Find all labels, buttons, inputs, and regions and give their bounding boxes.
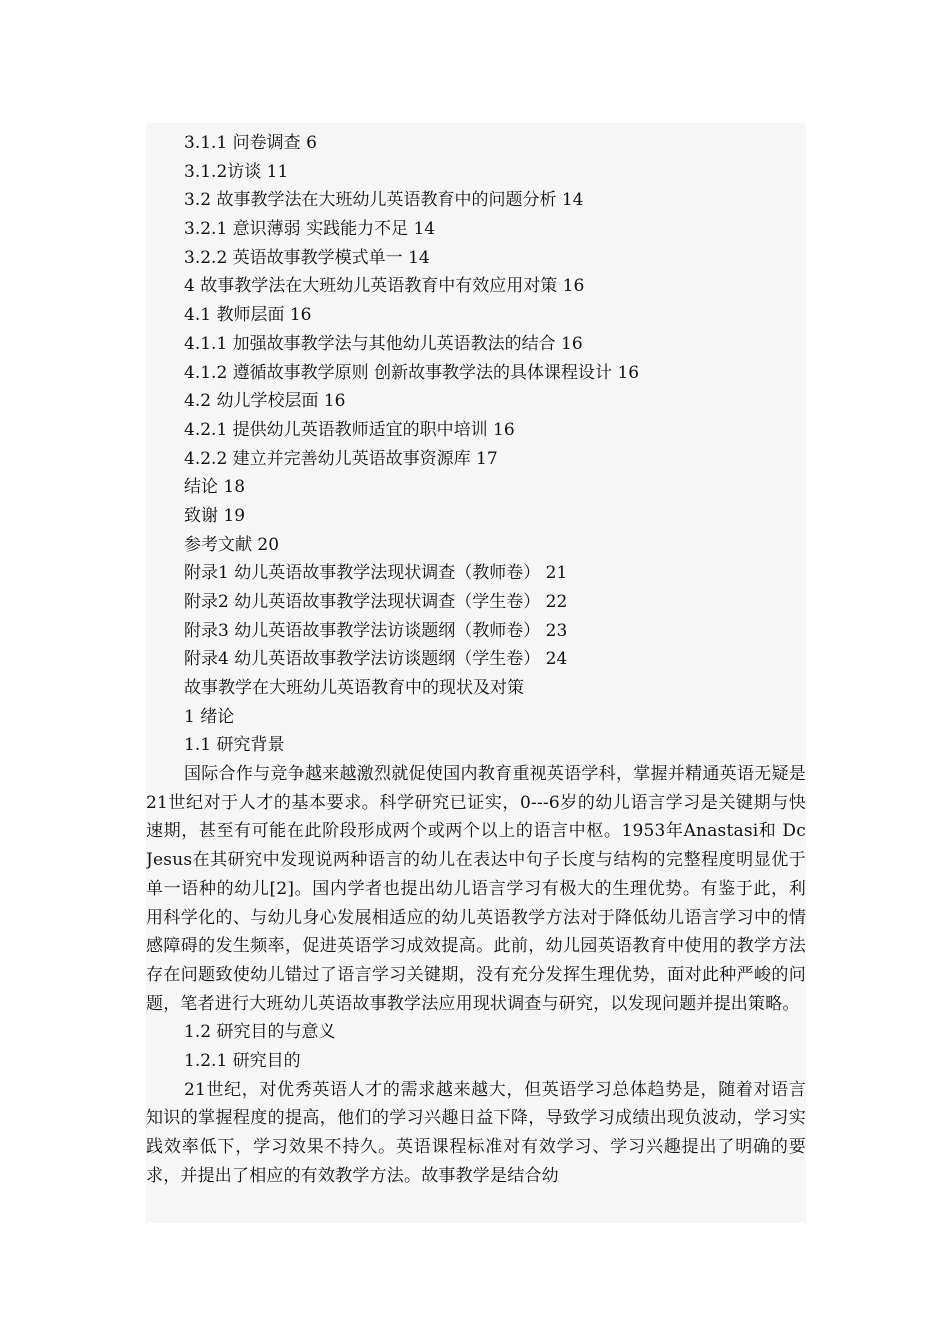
section-heading-1-2: 1.2 研究目的与意义 bbox=[184, 1022, 336, 1043]
toc-entry: 参考文献 20 bbox=[184, 534, 280, 555]
toc-entry: 3.2.1 意识薄弱 实践能力不足 14 bbox=[184, 219, 436, 240]
toc-entry: 3.1.2访谈 11 bbox=[184, 161, 289, 182]
section-heading-1: 1 绪论 bbox=[184, 706, 235, 727]
paragraph-purpose: 21世纪，对优秀英语人才的需求越来越大，但英语学习总体趋势是，随着对语言知识的掌握程度的提高，他们的学习兴趣日益下降，导致学习成绩出现负波动，学习实践效率低下，学习效果不持久。英语课程标准对有效学习、学习兴趣提出了明确的要求，并提出了相应的有效教学方法。故事教学是结合幼 bbox=[146, 1079, 806, 1186]
document-title: 故事教学在大班幼儿英语教育中的现状及对策 bbox=[184, 678, 524, 698]
toc-entry: 4 故事教学法在大班幼儿英语教育中有效应用对策 16 bbox=[184, 276, 585, 297]
toc-entry: 致谢 19 bbox=[184, 505, 246, 526]
toc-entry: 3.2 故事教学法在大班幼儿英语教育中的问题分析 14 bbox=[184, 190, 584, 211]
document-page bbox=[146, 123, 806, 1223]
toc-entry: 4.1.2 遵循故事教学原则 创新故事教学法的具体课程设计 16 bbox=[184, 362, 640, 383]
toc-entry: 4.2 幼儿学校层面 16 bbox=[184, 391, 346, 412]
toc-entry: 附录3 幼儿英语故事教学法访谈题纲（教师卷） 23 bbox=[184, 620, 568, 641]
toc-entry: 4.1.1 加强故事教学法与其他幼儿英语教法的结合 16 bbox=[184, 333, 583, 354]
toc-entry: 附录4 幼儿英语故事教学法访谈题纲（学生卷） 24 bbox=[184, 649, 568, 670]
toc-entry: 4.2.2 建立并完善幼儿英语故事资源库 17 bbox=[184, 448, 498, 469]
document-body bbox=[146, 674, 806, 1191]
table-of-contents bbox=[184, 129, 804, 674]
toc-entry: 4.1 教师层面 16 bbox=[184, 305, 312, 326]
section-heading-1-1: 1.1 研究背景 bbox=[184, 735, 285, 756]
paragraph-background: 国际合作与竞争越来越激烈就促使国内教育重视英语学科，掌握并精通英语无疑是21世纪对于人才的基本要求。科学研究已证实，0---6岁的幼儿语言学习是关键期与快速期，甚至有可能在此阶段形成两个或两个以上的语言中枢。1953年Anastasi和 Dc Jesus在其研究中发现说两种语言的幼儿在表达中句子长度与结构的完整程度明显优于单一语种的幼儿[2]。国内学者也提出幼儿语言学习有极大的生理优势。有鉴于此，利用科学化的、与幼儿身心发展相适应的幼儿英语教学方法对于降低幼儿语言学习中的情感障碍的发生频率，促进英语学习成效提高。此前，幼儿园英语教育中使用的教学方法存在问题致使幼儿错过了语言学习关键期，没有充分发挥生理优势，面对此种严峻的问题，笔者进行大班幼儿英语故事教学法应用现状调查与研究，以发现问题并提出策略。 bbox=[146, 764, 806, 1014]
toc-entry: 附录2 幼儿英语故事教学法现状调查（学生卷） 22 bbox=[184, 592, 568, 612]
section-heading-1-2-1: 1.2.1 研究目的 bbox=[184, 1051, 301, 1072]
toc-entry: 3.1.1 问卷调查 6 bbox=[184, 133, 317, 153]
toc-entry: 4.2.1 提供幼儿英语教师适宜的职中培训 16 bbox=[184, 419, 515, 440]
toc-entry: 3.2.2 英语故事教学模式单一 14 bbox=[184, 247, 430, 268]
toc-entry: 附录1 幼儿英语故事教学法现状调查（教师卷） 21 bbox=[184, 563, 568, 584]
toc-entry: 结论 18 bbox=[184, 477, 246, 498]
